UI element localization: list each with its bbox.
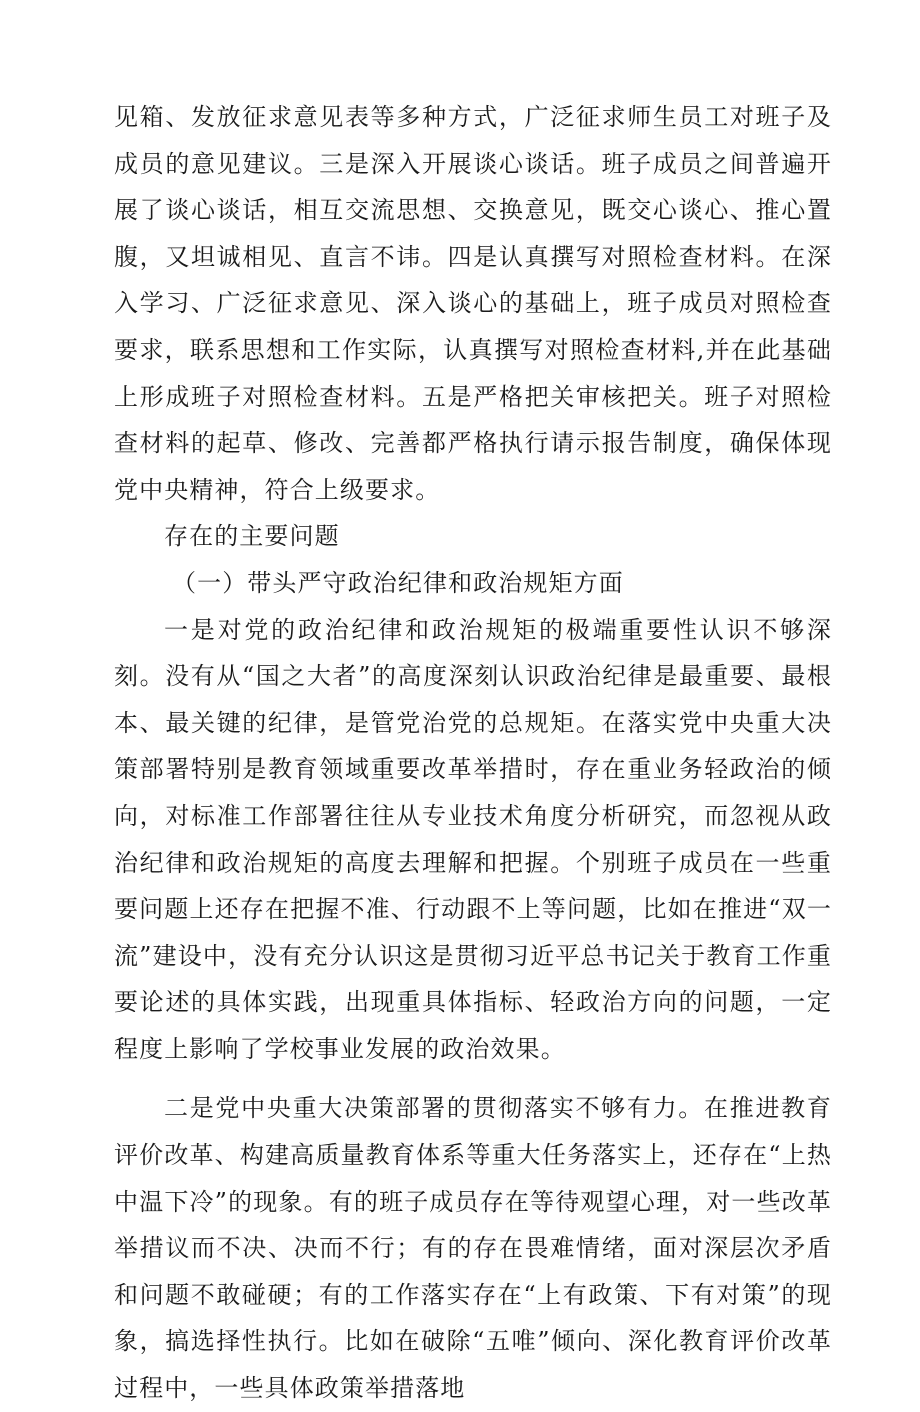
paragraph-first-issue: 一是对党的政治纪律和政治规矩的极端重要性认识不够深刻。没有从“国之大者”的高度深刻认识政治纪律是最重要、最根本、最关键的纪律，是管党治党的总规矩。在落实党中央重大决策部署特别是教育领域重要改革举措时，存在重业务轻政治的倾向，对标准工作部署往往从专业技术角度分析研究，而忽视从政治纪律和政治规矩的高度去理解和把握。个别班子成员在一些重要问题上还存在把握不准、行动跟不上等问题，比如在推进“双一流”建设中，没有充分认识这是贯彻习近平总书记关于教育工作重要论述的具体实践，出现重具体指标、轻政治方向的问题，一定程度上影响了学校事业发展的政治效果。 [114,615,832,1063]
subsection-title: （一）带头严守政治纪律和政治规矩方面 [172,568,624,597]
paragraph-second-issue: 二是党中央重大决策部署的贯彻落实不够有力。在推进教育评价改革、构建高质量教育体系等重大任务落实上，还存在“上热中温下冷”的现象。有的班子成员存在等待观望心理，对一些改革举措议而不决、决而不行；有的存在畏难情绪，面对深层次矛盾和问题不敢碰硬；有的工作落实存在“上有政策、下有对策”的现象，搞选择性执行。比如在破除“五唯”倾向、深化教育评价改革过程中，一些具体政策举措落地 [114,1094,832,1403]
section-title: 存在的主要问题 [164,522,340,551]
paragraph-continuation: 见箱、发放征求意见表等多种方式，广泛征求师生员工对班子及成员的意见建议。三是深入开展谈心谈话。班子成员之间普遍开展了谈心谈话，相互交流思想、交换意见，既交心谈心、推心置腹，又坦诚相见、直言不讳。四是认真撰写对照检查材料。在深入学习、广泛征求意见、深入谈心的基础上，班子成员对照检查要求，联系思想和工作实际，认真撰写对照检查材料,并在此基础上形成班子对照检查材料。五是严格把关审核把关。班子对照检查材料的起草、修改、完善都严格执行请示报告制度，确保体现党中央精神，符合上级要求。 [114,103,832,504]
paragraph-gap [114,1072,832,1085]
